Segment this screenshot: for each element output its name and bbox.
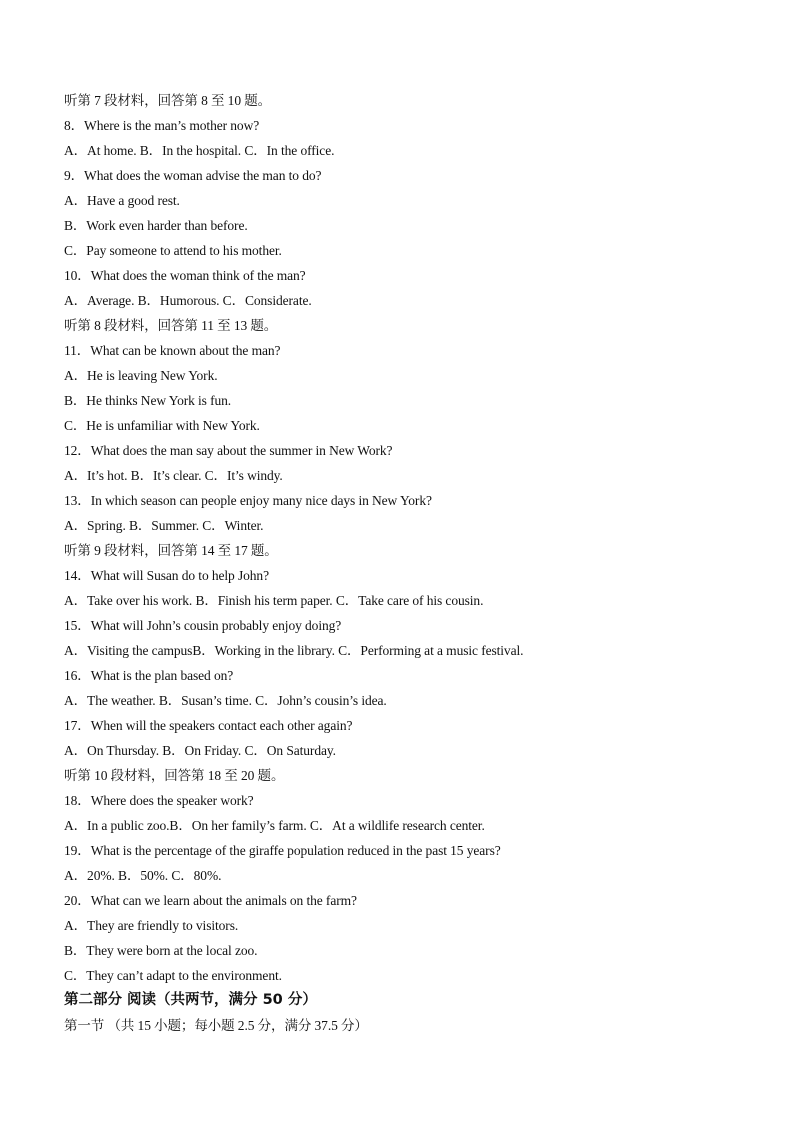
question-16: 16．What is the plan based on? — [64, 668, 234, 683]
question-9-option-b: B．Work even harder than before. — [64, 218, 248, 233]
question-12: 12．What does the man say about the summer in New Work? — [64, 443, 393, 458]
question-8: 8．Where is the man’s mother now? — [64, 118, 260, 133]
section-heading-passage-9: 听第 9 段材料，回答第 14 至 17 题。 — [64, 543, 278, 558]
question-15-options: A．Visiting the campusB．Working in the library. C．Performing at a music festival. — [64, 643, 524, 658]
question-9-option-a: A．Have a good rest. — [64, 193, 180, 208]
question-10: 10．What does the woman think of the man? — [64, 268, 306, 283]
section-heading-passage-10: 听第 10 段材料，回答第 18 至 20 题。 — [64, 768, 285, 783]
section-one-instructions: 第一节 （共 15 小题；每小题 2.5 分，满分 37.5 分） — [64, 1018, 368, 1033]
question-19: 19．What is the percentage of the giraffe population reduced in the past 15 years? — [64, 843, 501, 858]
section-heading-passage-7: 听第 7 段材料，回答第 8 至 10 题。 — [64, 93, 272, 108]
section-heading-passage-8: 听第 8 段材料，回答第 11 至 13 题。 — [64, 318, 278, 333]
question-9-option-c: C．Pay someone to attend to his mother. — [64, 243, 282, 258]
question-11: 11．What can be known about the man? — [64, 343, 281, 358]
question-16-options: A．The weather. B．Susan’s time. C．John’s cousin’s idea. — [64, 693, 387, 708]
question-17: 17．When will the speakers contact each other again? — [64, 718, 353, 733]
document-content — [64, 88, 744, 1038]
question-13-options: A．Spring. B．Summer. C．Winter. — [64, 518, 264, 533]
question-20: 20．What can we learn about the animals on the farm? — [64, 893, 357, 908]
question-12-options: A．It’s hot. B．It’s clear. C．It’s windy. — [64, 468, 283, 483]
question-11-option-b: B．He thinks New York is fun. — [64, 393, 232, 408]
question-9: 9．What does the woman advise the man to do? — [64, 168, 322, 183]
question-20-option-b: B．They were born at the local zoo. — [64, 943, 258, 958]
question-18-options: A．In a public zoo.B．On her family’s farm. C．At a wildlife research center. — [64, 818, 485, 833]
question-8-options: A．At home. B．In the hospital. C．In the office. — [64, 143, 335, 158]
question-11-option-a: A．He is leaving New York. — [64, 368, 218, 383]
part-two-heading: 第二部分 阅读（共两节，满分 50 分） — [64, 992, 317, 1008]
question-18: 18．Where does the speaker work? — [64, 793, 254, 808]
question-13: 13．In which season can people enjoy many nice days in New York? — [64, 493, 432, 508]
question-20-option-c: C．They can’t adapt to the environment. — [64, 968, 282, 983]
question-15: 15．What will John’s cousin probably enjoy doing? — [64, 618, 342, 633]
question-20-option-a: A．They are friendly to visitors. — [64, 918, 239, 933]
question-14-options: A．Take over his work. B．Finish his term paper. C．Take care of his cousin. — [64, 593, 484, 608]
question-17-options: A．On Thursday. B．On Friday. C．On Saturday. — [64, 743, 336, 758]
question-19-options: A．20%. B．50%. C．80%. — [64, 868, 222, 883]
question-14: 14．What will Susan do to help John? — [64, 568, 269, 583]
question-10-options: A．Average. B．Humorous. C．Considerate. — [64, 293, 312, 308]
question-11-option-c: C．He is unfamiliar with New York. — [64, 418, 260, 433]
